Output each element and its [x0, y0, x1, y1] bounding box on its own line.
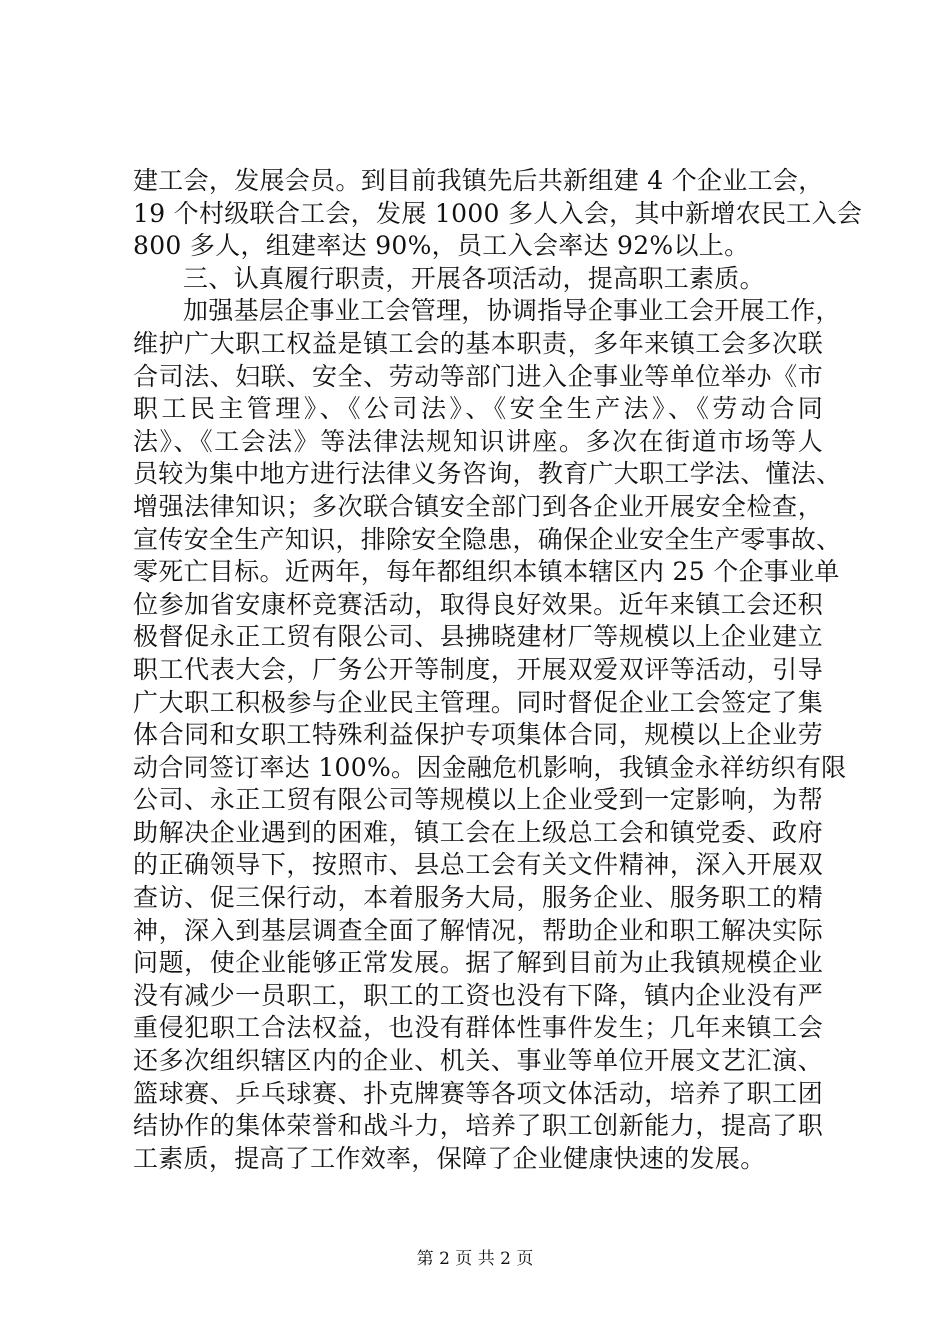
text-line: 公司、永正工贸有限公司等规模以上企业受到一定影响，为帮	[133, 785, 823, 815]
text-line: 建工会，发展会员。到目前我镇先后共新组建 4 个企业工会，	[133, 166, 824, 195]
text-line: 位参加省安康杯竞赛活动，取得良好效果。近年来镇工会还积	[133, 589, 823, 619]
text-line: 篮球赛、乒乓球赛、扑克牌赛等各项文体活动，培养了职工团	[133, 1078, 823, 1108]
text-line: 增强法律知识；多次联合镇安全部门到各企业开展安全检查，	[133, 491, 823, 521]
text-line: 职工代表大会，厂务公开等制度，开展双爱双评等活动，引导	[133, 654, 823, 684]
text-line: 法》、《工会法》等法律法规知识讲座。多次在街道市场等人	[133, 426, 823, 456]
document-body	[133, 165, 863, 1175]
text-line: 助解决企业遇到的困难，镇工会在上级总工会和镇党委、政府	[133, 817, 823, 847]
text-line: 维护广大职工权益是镇工会的基本职责，多年来镇工会多次联	[133, 328, 823, 358]
text-line: 员较为集中地方进行法律义务咨询，教育广大职工学法、懂法、	[133, 459, 842, 489]
text-line: 工素质，提高了工作效率，保障了企业健康快速的发展。	[133, 1143, 766, 1173]
text-line: 广大职工积极参与企业民主管理。同时督促企业工会签定了集	[133, 687, 823, 717]
text-line: 宣传安全生产知识，排除安全隐患，确保企业安全生产零事故、	[133, 524, 842, 554]
text-line: 800 多人，组建率达 90%，员工入会率达 92%以上。	[133, 231, 750, 261]
text-line: 零死亡目标。近两年，每年都组织本镇本辖区内 25 个企事业单	[133, 557, 840, 587]
text-line: 合司法、妇联、安全、劳动等部门进入企事业等单位举办《市	[133, 361, 823, 391]
text-line: 神，深入到基层调查全面了解情况，帮助企业和职工解决实际	[133, 915, 823, 945]
page-number-footer: 第 2 页 共 2 页	[416, 1249, 534, 1269]
text-line: 重侵犯职工合法权益，也没有群体性事件发生；几年来镇工会	[133, 1013, 823, 1043]
text-line: 职工民主管理》、《公司法》、《安全生产法》、《劳动合同	[133, 394, 823, 424]
text-line: 还多次组织辖区内的企业、机关、事业等单位开展文艺汇演、	[133, 1046, 823, 1076]
text-line: 查访、促三保行动，本着服务大局，服务企业、服务职工的精	[133, 883, 823, 913]
text-line: 极督促永正工贸有限公司、县拂晓建材厂等规模以上企业建立	[133, 622, 823, 652]
text-line: 没有减少一员职工，职工的工资也没有下降，镇内企业没有严	[133, 980, 823, 1010]
text-line: 加强基层企事业工会管理，协调指导企事业工会开展工作，	[183, 296, 841, 326]
text-line: 19 个村级联合工会，发展 1000 多人入会，其中新增农民工入会	[133, 198, 863, 228]
text-line: 问题，使企业能够正常发展。据了解到目前为止我镇规模企业	[133, 948, 823, 978]
text-line: 动合同签订率达 100%。因金融危机影响，我镇金永祥纺织有限	[133, 752, 847, 782]
text-line: 结协作的集体荣誉和战斗力，培养了职工创新能力，提高了职	[133, 1111, 823, 1141]
text-line: 体合同和女职工特殊利益保护专项集体合同，规模以上企业劳	[133, 720, 823, 750]
text-line: 的正确领导下，按照市、县总工会有关文件精神，深入开展双	[133, 850, 823, 880]
text-line: 三、认真履行职责，开展各项活动，提高职工素质。	[183, 263, 765, 293]
